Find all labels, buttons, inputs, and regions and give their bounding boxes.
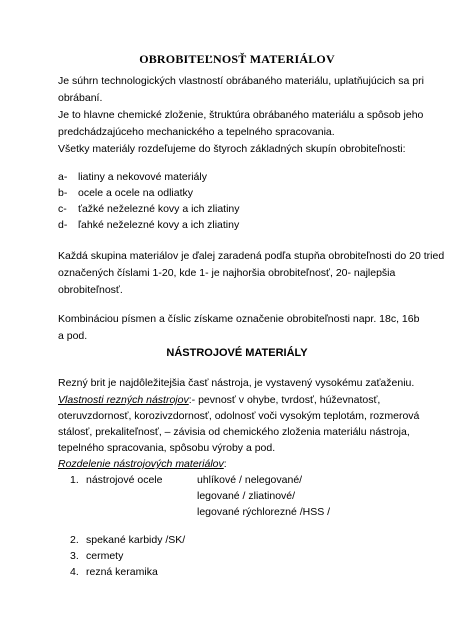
intro-line-2: obrábaní. [58,92,103,104]
intro-line-1: Je súhrn technologických vlastností obrábaného materiálu, uplatňujúcich sa pri [58,75,424,87]
intro-line-4: predchádzajúceho mechanického a tepelného spracovania. [58,126,335,138]
properties-line-3: stálosť, prekaliteľnosť, – závisia od chemického zloženia materiálu nástroja, [58,426,410,438]
properties-line-2: oteruvzdornosť, korozivzdornosť, odolnosť voči vysokým teplotám, rozmerová [58,410,420,422]
tool-num-1: 1. [70,474,79,486]
properties-label: Vlastnosti rezných nástrojov [58,394,189,406]
group-text-a: liatiny a nekovové materiály [78,171,207,183]
properties-line-4: tepelného spracovania, spôsobu výroby a pod. [58,442,276,454]
steel-type-2: legované / zliatinové/ [197,490,296,502]
tool-item-3: cermety [86,550,124,562]
steel-type-1: uhlíkové / nelegované/ [197,474,303,486]
division-label: Rozdelenie nástrojových materiálov [58,458,224,470]
division-heading [58,457,227,471]
group-text-b: ocele a ocele na odliatky [78,187,193,199]
group-letter-d: d- [58,219,68,231]
tool-item-1: nástrojové ocele [86,474,163,486]
division-colon: : [223,458,227,470]
tool-num-3: 3. [70,550,79,562]
classes-line-3: obrobiteľnosť. [58,284,123,296]
page-title: OBROBITEĽNOSŤ MATERIÁLOV [139,52,335,66]
intro-line-3: Je to hlavne chemické zloženie, štruktúra obrábaného materiálu a spôsob jeho [58,109,424,121]
intro-line-5: Všetky materiály rozdeľujeme do štyroch základných skupín obrobiteľnosti: [58,143,406,155]
group-letter-c: c- [58,203,67,215]
properties-first: :- pevnosť v ohybe, tvrdosť, húževnatosť, [188,394,381,406]
group-text-d: ľahké neželezné kovy a ich zliatiny [78,219,240,231]
classes-line-1: Každá skupina materiálov je ďalej zaradená podľa stupňa obrobiteľnosti do 20 tried [58,250,445,262]
steel-type-3: legované rýchlorezné /HSS / [197,506,331,518]
tool-intro: Rezný brit je najdôležitejšia časť nástroja, je vystavený vysokému zaťaženiu. [58,377,415,389]
group-text-c: ťažké neželezné kovy a ich zliatiny [78,203,240,215]
tool-num-4: 4. [70,566,79,578]
tool-num-2: 2. [70,534,79,546]
group-letter-a: a- [58,171,68,183]
combination-line-1: Kombináciou písmen a číslic získame označenie obrobiteľnosti napr. 18c, 16b [58,313,420,325]
tool-item-4: rezná keramika [86,566,158,578]
combination-line-2: a pod. [58,330,88,342]
section-title: NÁSTROJOVÉ MATERIÁLY [166,347,308,359]
properties-line-1 [58,393,380,407]
group-letter-b: b- [58,187,68,199]
tool-item-2: spekané karbidy /SK/ [86,534,186,546]
classes-line-2: označených číslami 1-20, kde 1- je najhoršia obrobiteľnosť, 20- najlepšia [58,267,396,279]
